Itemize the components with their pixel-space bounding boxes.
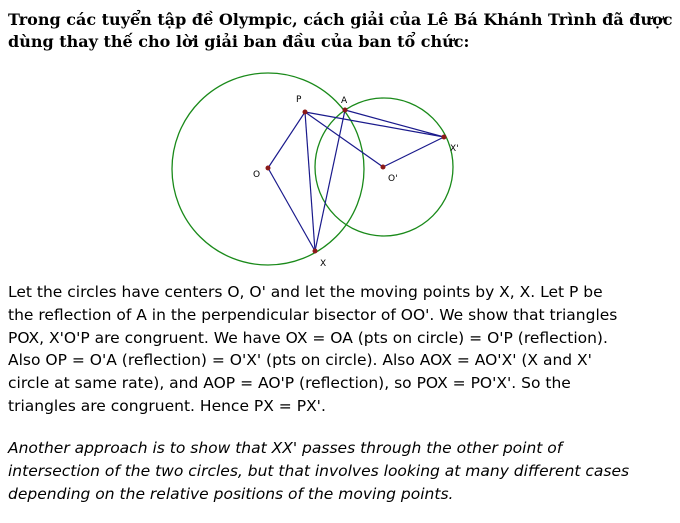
proof-line-4: Also OP = O'A (reflection) = O'X' (pts on circle). Also AOX = AO'X' (X and X' [8, 351, 592, 370]
segment-o-p [268, 112, 305, 168]
label-p: P [296, 95, 302, 105]
label-x-prime: X' [450, 144, 459, 154]
proof-line-2: the reflection of A in the perpendicular bisector of OO'. We show that triangles [8, 305, 618, 324]
point-x-prime [442, 135, 447, 140]
label-o-prime: O' [388, 174, 398, 184]
point-o [266, 166, 271, 171]
segment-p-o-prime [305, 112, 383, 167]
segment-a-x [315, 110, 345, 251]
segment-o-prime-x-prime [383, 137, 444, 167]
label-x: X [320, 259, 327, 269]
proof-paragraph [8, 281, 676, 418]
alt-line-1: Another approach is to show that XX' passes through the other point of [8, 439, 563, 457]
proof-line-6: triangles are congruent. Hence PX = PX'. [8, 396, 326, 415]
point-a [343, 108, 348, 113]
segment-o-x [268, 168, 315, 251]
point-p [303, 110, 308, 115]
alt-line-3: depending on the relative positions of the moving points. [8, 484, 454, 503]
segment-p-x-prime [305, 112, 444, 137]
proof-line-1: Let the circles have centers O, O' and let the moving points by X, X. Let P be [8, 283, 603, 301]
point-x [313, 249, 318, 254]
point-o-prime [381, 165, 386, 170]
alt-line-2: intersection of the two circles, but that involves looking at many different cases [8, 461, 630, 480]
alternative-approach-paragraph [8, 437, 676, 505]
segment-p-x [305, 112, 315, 251]
heading-line-1: Trong các tuyển tập đề Olympic, cách giải của Lê Bá Khánh Trình đã được [8, 10, 673, 29]
heading-line-2: dùng thay thế cho lời giải ban đầu của ban tổ chức: [8, 32, 470, 51]
proof-line-5: circle at same rate), and AOP = AO'P (reflection), so POX = PO'X'. So the [8, 374, 571, 393]
label-a: A [341, 96, 348, 106]
label-o: O [253, 170, 261, 180]
proof-line-3: POX, X'O'P are congruent. We have OX = OA (pts on circle) = O'P (reflection). [8, 328, 608, 347]
